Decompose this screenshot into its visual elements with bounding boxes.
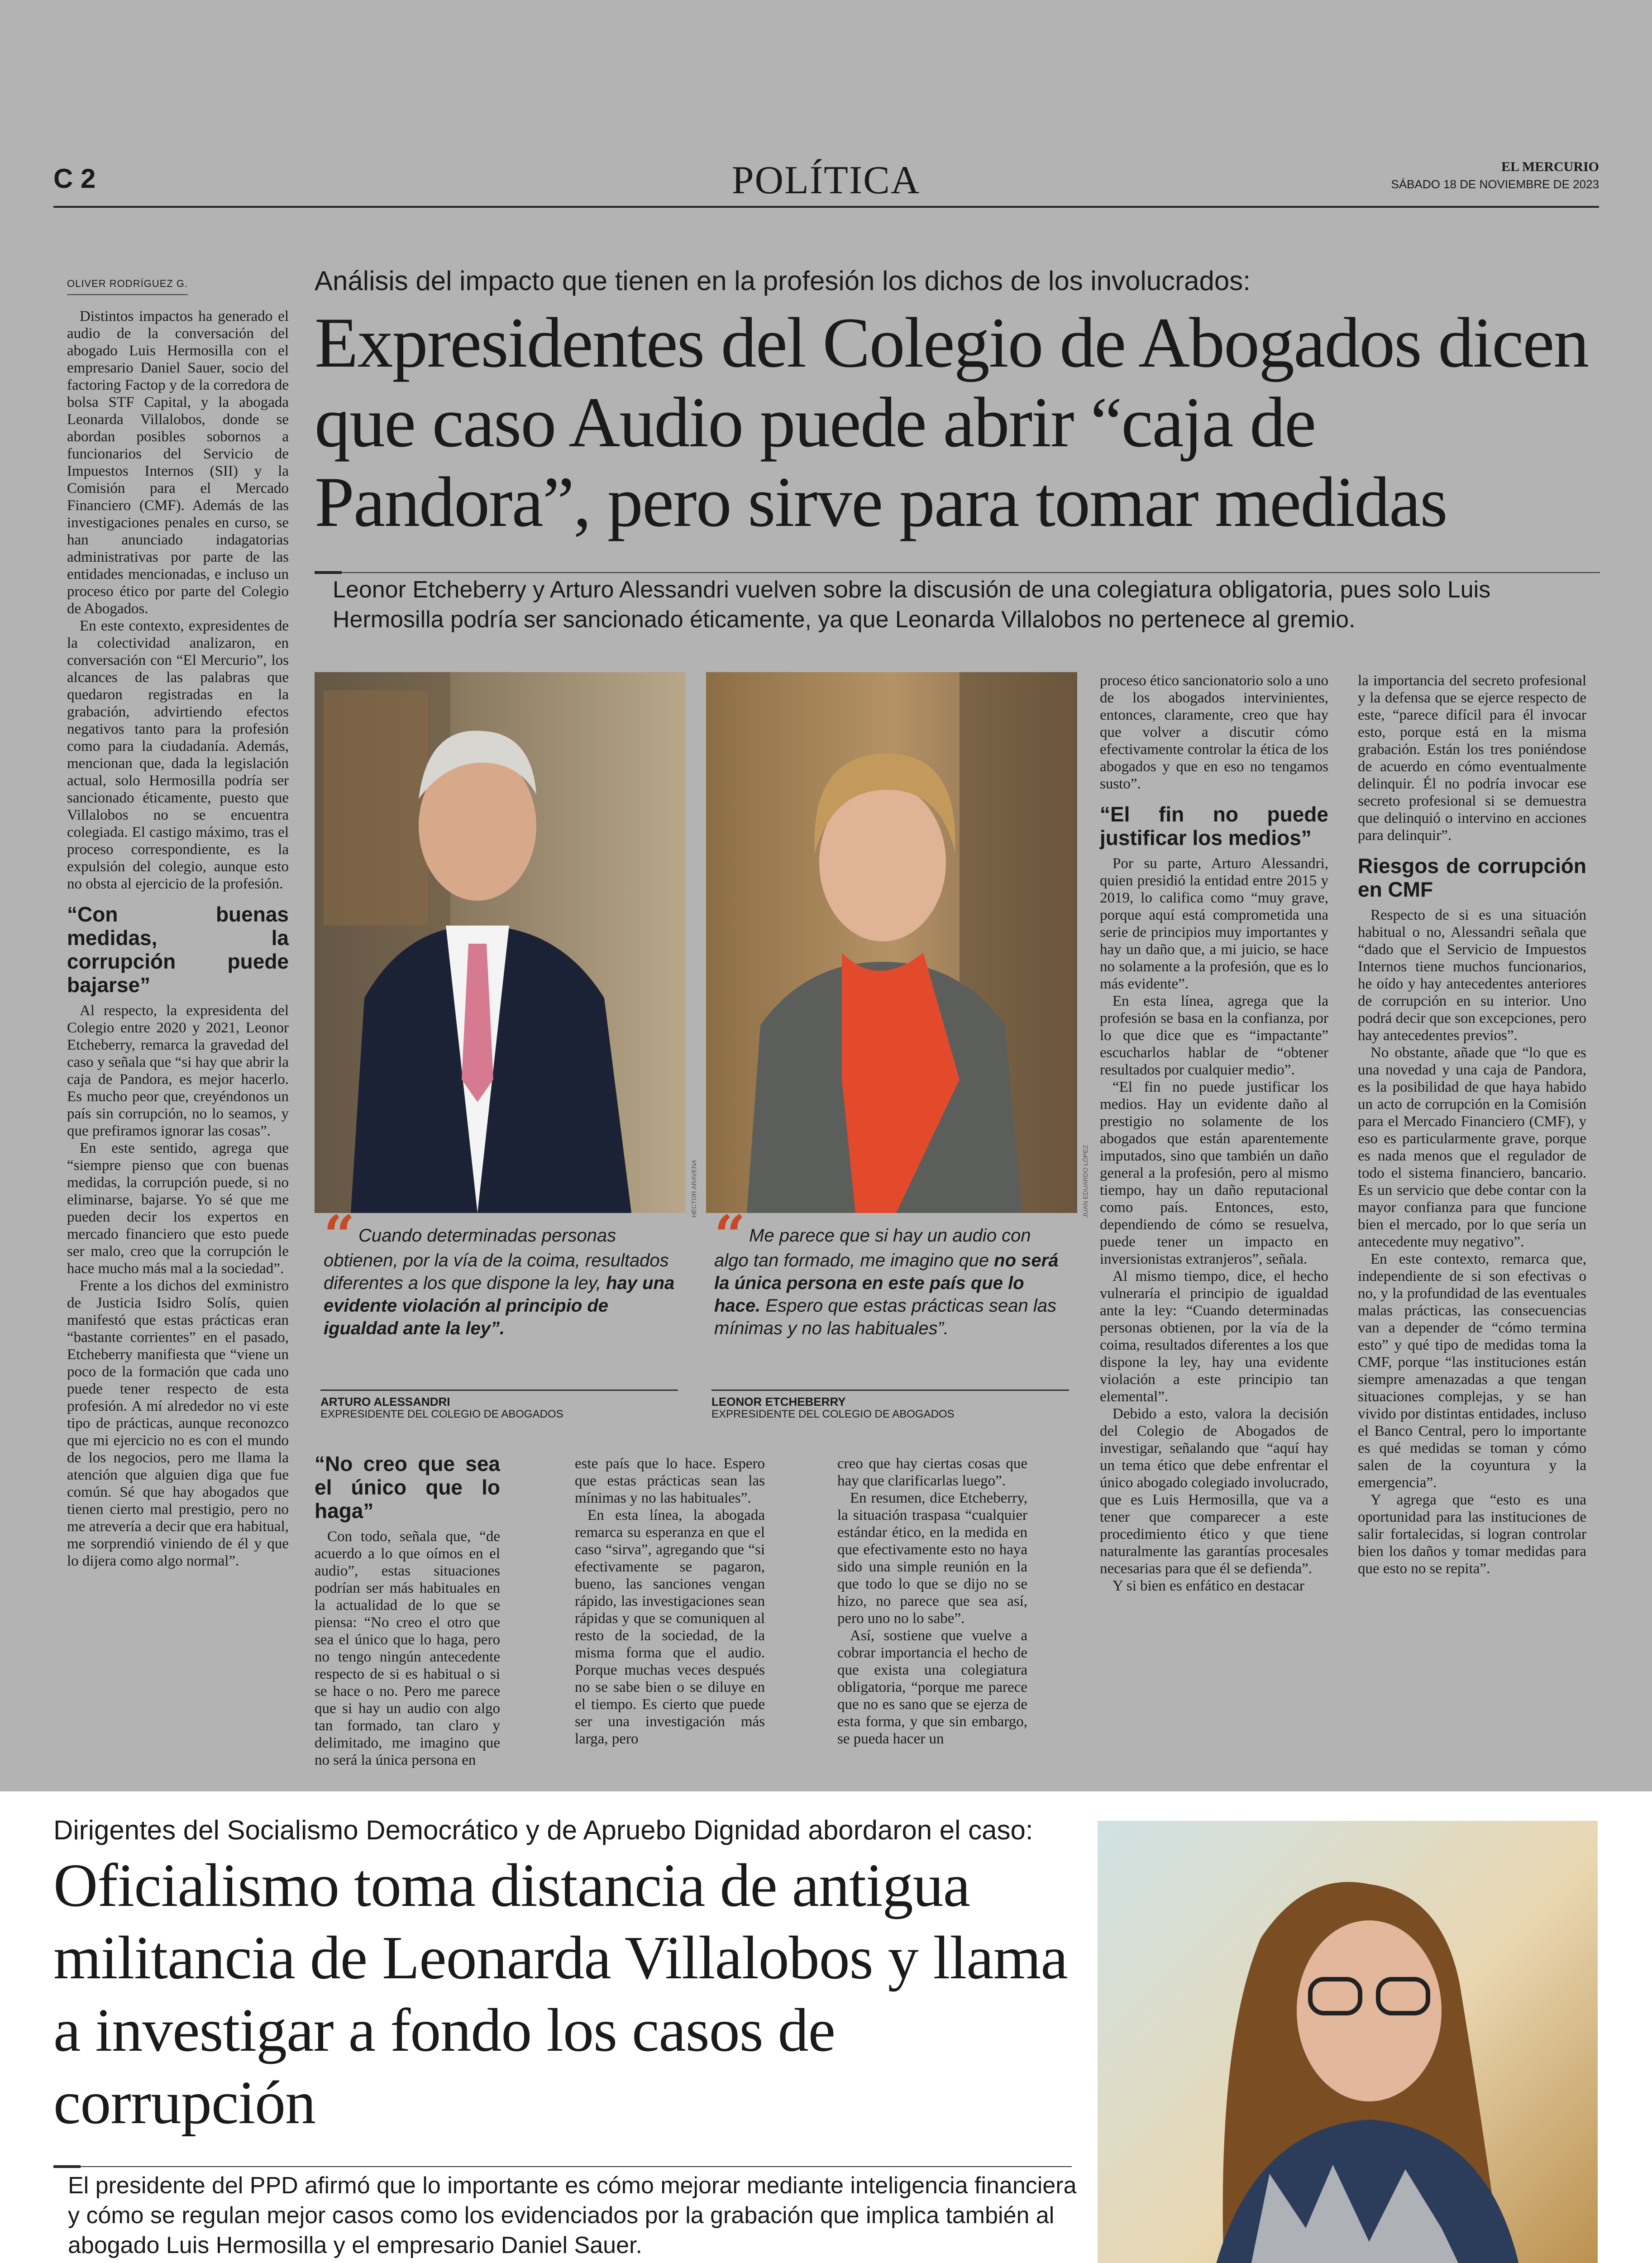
quote-text: Espero que estas prácticas sean las mínimas y no las habituales”. — [714, 1296, 1056, 1338]
article-lead: El presidente del PPD afirmó que lo importante es cómo mejorar mediante inteligencia financiera y cómo se regulan mejor casos como los evidenciados por la grabación que implica también al abogado Luis Hermosilla y el empresario Daniel Sauer. — [68, 2172, 1077, 2258]
quote-mark-icon: “ — [324, 1203, 355, 1267]
issue-date: SÁBADO 18 DE NOVIEMBRE DE 2023 — [1391, 177, 1599, 191]
paragraph: No obstante, añade que “lo que es una novedad y una caja de Pandora, es la posibilidad de que haya habido un acto de corrupción en la Comisión para el Mercado Financiero (CMF), y eso es particularmente grave, porque es nada menos que el regulador de todo el sistema financiero, bancario. Es un servicio que debe contar con la mayor confianza para que funcione bien el mercado, por lo que sería un antecedente muy negativo”. — [1358, 1045, 1586, 1250]
quote-attribution — [320, 1389, 678, 1421]
paragraph: Distintos impactos ha generado el audio de la conversación del abogado Luis Hermosilla con el empresario Daniel Sauer, socio del factoring Factop y de la corredora de bolsa STF Capital, y la abogada Leonarda Villalobos, donde se abordan posibles sobornos a funcionarios del Servicio de Impuestos Internos (SII) y la Comisión para el Mercado Financiero (CMF). Además de las investigaciones penales en curso, se han anunciado indagatorias administrativas por parte de las entidades mencionadas, e incluso un proceso ético por parte del Colegio de Abogados. — [67, 308, 289, 617]
subheading: “No creo que sea el único que lo haga” — [315, 1452, 500, 1523]
photo-credit: JUAN EDUARDO LÓPEZ — [1082, 1145, 1089, 1217]
paragraph: “El fin no puede justificar los medios. Hay un evidente daño al prestigio no solamente de los abogados que están aparentemente imputados, sino que también un daño general a la profesión, pero al mismo tiempo, hay un daño reputacional como país. Entonces, esto, dependiendo de cómo se resuelva, puede tener un impacto en inversionistas extranjeros”, señala. — [1100, 1079, 1328, 1267]
paragraph: En este sentido, agrega que “siempre pienso que con buenas medidas, la corrupción puede, si no eliminarse, bajarse. Yo sé que me pueden decir los expertos en mercado financiero que esto puede ser malo, creo que la corrupción le hace mucho más mal a la sociedad”. — [67, 1140, 289, 1277]
portrait-illustration — [1098, 1821, 1598, 2263]
article-headline: Oficialismo toma distancia de antigua militancia de Leonarda Villalobos y llama a investigar a fondo los casos de corrupción — [53, 1852, 1068, 2137]
article-column-6 — [1358, 672, 1586, 1577]
second-article — [0, 1791, 1652, 2263]
quote-bold-text: hay una evidente violación al principio de igualdad ante la ley”. — [324, 1273, 675, 1338]
paragraph: Y si bien es enfático en destacar — [1112, 1578, 1304, 1594]
quote-bold-text: no será la única persona en este país que lo hace. — [714, 1251, 1059, 1316]
article-kicker: Dirigentes del Socialismo Democrático y de Apruebo Dignidad abordaron el caso: — [53, 1815, 1033, 1845]
photo-leonarda-villalobos — [1098, 1821, 1598, 2263]
paragraph: En este contexto, remarca que, independiente de si son efectivas o no, y la profundidad de las eventuales malas prácticas, las consecuencias van a depender de “cómo termina esto” y qué tipo de medidas toma la CMF, porque “las instituciones están siempre amenazadas a que tengan situaciones complejas, y se han vivido por distintas entidades, incluso el Banco Central, pero lo importante es qué medidas se toman y cómo salen de la coyuntura y la emergencia”. — [1358, 1251, 1586, 1491]
paragraph: En esta línea, agrega que la profesión se basa en la confianza, por lo que dice que es “impactante” escucharlos hablar de “obtener resultados por cualquier medio”. — [1100, 993, 1328, 1078]
paragraph: este país que lo hace. Espero que estas prácticas sean las mínimas y no las habituales”. — [575, 1456, 765, 1506]
paragraph: En resumen, dice Etcheberry, la situación traspasa “cualquier estándar ético, en la medida en que efectivamente esto no haya sido una simple reunión en la que todo lo que se dijo no se hizo, no parece que sea así, pero uno no lo sabe”. — [837, 1490, 1027, 1627]
paragraph: Y agrega que “esto es una oportunidad para las instituciones de salir fortalecidas, si logran controlar bien los daños y tomar medidas para que esto no se repita”. — [1358, 1492, 1586, 1577]
paragraph: creo que hay ciertas cosas que hay que clarificarlas luego”. — [837, 1456, 1027, 1489]
photo-credit: HÉCTOR ARAVENA — [690, 1160, 697, 1217]
lead-rule-line — [53, 2166, 1072, 2167]
quote-author: ARTURO ALESSANDRI — [320, 1395, 450, 1408]
quote-attribution — [711, 1389, 1069, 1421]
byline: OLIVER RODRÍGUEZ G. — [67, 275, 188, 295]
article-headline: Expresidentes del Colegio de Abogados dicen que caso Audio puede abrir “caja de Pandora”, pero sirve para tomar medidas — [315, 303, 1589, 542]
portrait-illustration — [706, 672, 1077, 1213]
subheading: “El fin no puede justificar los medios” — [1100, 802, 1328, 850]
article-kicker: Análisis del impacto que tienen en la profesión los dichos de los involucrados: — [315, 266, 1251, 296]
paragraph: proceso ético sancionatorio solo a uno de los abogados intervinientes, entonces, claramente, creo que hay que volver a discutir cómo efectivamente controlar la ética de los abogados y que en eso no tengamos susto”. — [1100, 673, 1328, 792]
paragraph: Con todo, señala que, “de acuerdo a lo que oímos en el audio”, estas situaciones podrían ser más habituales en la actualidad de lo que se piensa: “No creo el otro que sea el único que lo haga, pero no tengo ningún antecedente respecto de si es habitual o si se hace o no. Pero me parece que si hay un audio con algo tan formado, tan claro y delimitado, me imagino que no será la única persona en — [315, 1528, 500, 1768]
paragraph: Al mismo tiempo, dice, el hecho vulneraría el principio de igualdad ante la ley: “Cuando determinadas personas obtienen, por la vía de la coima, resultados diferentes a los que dispone la ley, hay una evidente violación a este principio tan elemental”. — [1100, 1268, 1328, 1405]
quote-author-role: EXPRESIDENTE DEL COLEGIO DE ABOGADOS — [711, 1408, 955, 1420]
paragraph: Debido a esto, valora la decisión del Colegio de Abogados de investigar, señalando que “aquí hay un tema ético que debe enfrentar el único abogado colegiado involucrado, que es Luis Hermosilla, que va a tener que comparecer a este procedimiento ético y que tiene naturalmente las garantías procesales necesarias para que él se defienda”. — [1100, 1406, 1328, 1577]
quote-author-role: EXPRESIDENTE DEL COLEGIO DE ABOGADOS — [320, 1408, 563, 1420]
paragraph: Al respecto, la expresidenta del Colegio entre 2020 y 2021, Leonor Etcheberry, remarca la gravedad del caso y señala que “si hay que abrir la caja de Pandora, es mejor hacerlo. Es mucho peor que, creyéndonos un país sin corrupción, no lo seamos, y que prefiramos ignorar las cosas”. — [67, 1003, 289, 1139]
portrait-illustration — [315, 672, 686, 1213]
paragraph: Frente a los dichos del exministro de Justicia Isidro Solís, quien manifestó que estas prácticas eran “bastante corrientes” en el pasado, Etcheberry manifiesta que “viene un poco de la formación que cada uno puede tener respecto de esta profesión. A mí alrededor no vi este tipo de prácticas, aunque reconozco que mi ejercicio no es con el mundo de los negocios, pero me llama la atención que alguien diga que fue común. Sé que hay abogados que tienen cierto mal prestigio, pero no me atrevería a decir que era habitual, me sorprendió viniendo de él y que lo dijera como algo normal”. — [67, 1278, 289, 1569]
pull-quote-alessandri — [324, 1203, 677, 1340]
paragraph: En esta línea, la abogada remarca su esperanza en que el caso “sirva”, agregando que “si efectivamente se pagaron, bueno, las sanciones vengan rápido, las investigaciones sean rápidas y que se comuniquen al resto de la sociedad, de la misma forma que el audio. Porque muchas veces después no se sabe bien o se diluye en el tiempo. Es cierto que puede ser una investigación más larga, pero — [575, 1507, 765, 1747]
paragraph: En este contexto, expresidentes de la colectividad analizaron, en conversación con “El Mercurio”, los alcances de las palabras que quedaron registradas en la grabación, advirtiendo efectos negativos tanto para la profesión como para la ciudadanía. Además, mencionan que, dada la legislación actual, solo Hermosilla podría ser sancionado éticamente, puesto que Villalobos no se encuentra colegiada. El castigo máximo, tras el proceso correspondiente, es la expulsión del colegio, aunque esto no obsta al ejercicio de la profesión. — [67, 618, 289, 892]
section-name: POLÍTICA — [731, 158, 921, 202]
pull-quote-etcheberry — [714, 1203, 1067, 1340]
article-lead: Leonor Etcheberry y Arturo Alessandri vuelven sobre la discusión de una colegiatura obligatoria, pues solo Luis Hermosilla podría ser sancionado éticamente, ya que Leonarda Villalobos no pertenece al gremio. — [333, 577, 1491, 633]
subheading: Riesgos de corrupción en CMF — [1358, 854, 1586, 901]
quote-author: LEONOR ETCHEBERRY — [711, 1395, 846, 1408]
article-column-1 — [67, 274, 289, 1570]
paragraph: Por su parte, Arturo Alessandri, quien presidió la entidad entre 2015 y 2019, lo califica como “muy grave, porque aquí está comprometida una serie de principios muy importantes y hay un daño que, a mi juicio, se hace no solamente a la profesión, que es lo más evidente”. — [1100, 855, 1328, 992]
newspaper-name: EL MERCURIO — [1501, 159, 1599, 174]
paragraph: la importancia del secreto profesional y la defensa que se ejerce respecto de este, “parece difícil para él invocar esto, porque está en la misma grabación. Están los tres poniéndose de acuerdo en cómo eventualmente delinquir. Él no podría invocar ese secreto profesional si se demuestra que delinquió o intervino en acciones para delinquir”. — [1358, 673, 1586, 844]
article-column-5 — [1100, 672, 1328, 1595]
lead-rule-line — [315, 572, 1600, 573]
article-column-3 — [575, 1455, 765, 1747]
photo-leonor-etcheberry — [706, 672, 1077, 1213]
page-number: C 2 — [53, 163, 96, 194]
quote-text: Me parece que si hay un audio con algo tan formado, me imagino que — [714, 1226, 1031, 1270]
paragraph: Respecto de si es una situación habitual o no, Alessandri señala que “dado que el Servicio de Impuestos Internos tiene muchos funcionarios, he oído y hay antecedentes anteriores de corrupción en su interior. Uno podrá decir que son excepciones, pero hay antecedentes previos”. — [1358, 907, 1586, 1044]
header-rule — [53, 206, 1599, 208]
article-column-2 — [315, 1452, 500, 1769]
photo-arturo-alessandri — [315, 672, 686, 1213]
paragraph: Así, sostiene que vuelve a cobrar importancia el hecho de que exista una colegiatura obligatoria, “porque me parece que no es sano que se ejerza de esta forma, y que sin embargo, se pueda hacer un — [837, 1628, 1027, 1747]
quote-text: Cuando determinadas personas obtienen, por la vía de la coima, resultados diferentes a los que dispone la ley, — [324, 1226, 669, 1293]
subheading: “Con buenas medidas, la corrupción puede bajarse” — [67, 902, 289, 997]
article-column-4 — [837, 1455, 1027, 1747]
quote-mark-icon: “ — [714, 1203, 746, 1267]
